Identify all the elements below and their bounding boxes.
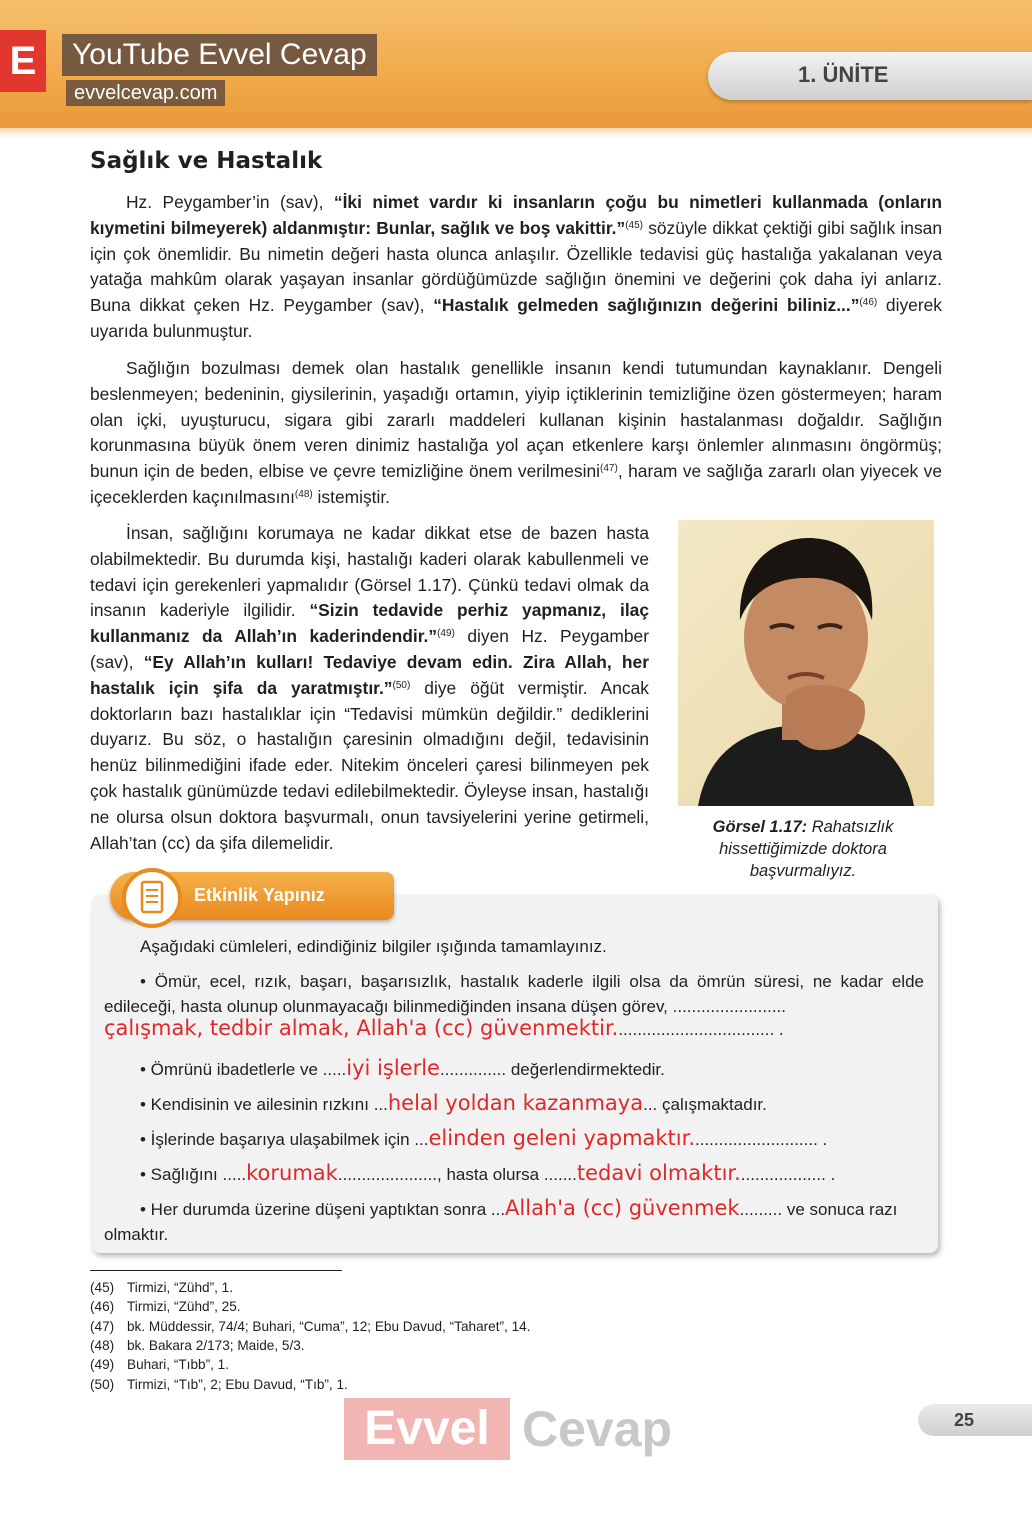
- footnote-50: (50) Tirmizi, “Tıb”, 2; Ebu Davud, “Tıb”, 1.: [90, 1377, 348, 1392]
- boy-photo: [678, 520, 934, 806]
- p1-ref-46: (46): [859, 297, 878, 309]
- item1-text: • Ömür, ecel, rızık, başarı, başarısızlık, hastalık kaderle ilgili olsa da ömrün süresi, ne kadar elde edileceği, hasta olunup olunmayacağı bilinmediğinden insana düşen görev, ........................: [104, 972, 924, 1016]
- item5-answer-2: tedavi olmaktır.: [576, 1161, 741, 1185]
- activity-item-6: • Her durumda üzerine düşeni yaptıktan sonra ...Allah'a (cc) güvenmek......... ve sonuca razı olmaktır.: [104, 1196, 898, 1244]
- section-title: Sağlık ve Hastalık: [90, 148, 323, 174]
- watermark-grey-text: Cevap: [522, 1401, 673, 1457]
- logo-url: evvelcevap.com: [66, 80, 225, 106]
- item5-text-a: • Sağlığını: [140, 1165, 223, 1184]
- paragraph-1: [90, 190, 942, 345]
- caption-label: Görsel 1.17:: [712, 818, 808, 836]
- p1-text-2: sözüyle dikkat çektiği gibi sağlık insan için çok önemlidir. Bu nimetin değeri hasta olunca anlaşılır. Özellikle tedavisi güç hastalığa yakalanan veya yatağa mahkûm olarak yaşayan insanlar gördüğümüzde sağlığın önemini ve değerini çok daha iyi anlarız. Buna dikkat çeken Hz. Peygamber (sav),: [90, 217, 942, 316]
- item2-text-a: • Ömrünü ibadetlerle ve: [140, 1060, 323, 1079]
- item3-text-a: • Kendisinin ve ailesinin rızkını: [140, 1095, 374, 1114]
- footnote-45: (45) Tirmizi, “Zühd”, 1.: [90, 1280, 233, 1295]
- p3-ref-50: (50): [392, 679, 411, 691]
- item6-answer: Allah'a (cc) güvenmek: [505, 1196, 740, 1220]
- p2-ref-47: (47): [600, 463, 618, 475]
- activity-item-1-answer-line: [104, 1016, 924, 1042]
- p1-ref-45: (45): [625, 219, 643, 231]
- evvel-logo-icon: E: [0, 30, 46, 92]
- p1-hadith-2: “Hastalık gelmeden sağlığınızın değerini biliniz...”: [433, 295, 860, 316]
- p1-hadith-1: “İki nimet vardır ki insanların çoğu bu nimetleri kullanmada (onların kıymetini bilmeyerek) aldanmıştır: Bunlar, sağlık ve boş vakittir.”: [90, 192, 942, 238]
- item2-answer: iyi işlerle: [346, 1056, 440, 1080]
- p2-text-2: , haram ve sağlığa zararlı olan yiyecek ve içeceklerden kaçınılmasını: [90, 461, 942, 507]
- watermark-red-text: Evvel: [344, 1398, 510, 1460]
- p2-text-3: istemiştir.: [312, 486, 391, 507]
- p1-text-1: Hz. Peygamber’in (sav),: [126, 192, 334, 212]
- unit-badge: [708, 52, 1032, 100]
- activity-item-3: • Kendisinin ve ailesinin rızkını ...helal yoldan kazanmaya... çalışmaktadır.: [140, 1091, 767, 1115]
- activity-title: Etkinlik Yapınız: [194, 885, 325, 905]
- page-number-badge: [918, 1404, 1032, 1436]
- item6-text-a: • Her durumda üzerine düşeni yaptıktan sonra: [140, 1200, 491, 1219]
- item3-answer: helal yoldan kazanmaya: [387, 1091, 644, 1115]
- activity-item-2: • Ömrünü ibadetlerle ve .....iyi işlerle.............. değerlendirmektedir.: [140, 1056, 665, 1080]
- p3-hadith-2: “Ey Allah’ın kulları! Tedaviye devam edin. Zira Allah, her hastalık için şifa da yaratmıştır.”: [90, 651, 649, 698]
- notepad-icon: [122, 868, 182, 928]
- p2-text-1: Sağlığın bozulması demek olan hastalık genellikle insanın kendi tutumundan kaynaklanır. Dengeli beslenmeyen; bedeninin, giysilerinin, yaşadığı ortamın, yiyip içtiklerinin temizliğine özen göstermeyen; haram olan içki, uyuşturucu, sigara gibi zararlı maddeleri kullanan kişinin hastalanması doğaldır. Sağlığın korunmasına büyük önem veren dinimiz hastalığa yol açan etkenlere karşı önlemler alınmasını öngörmüş; bunun için de beden, elbise ve çevre temizliğine önem verilmesini: [90, 358, 942, 482]
- page-number: 25: [954, 1410, 975, 1430]
- p3-hadith-1: “Sizin tedavide perhiz yapmanız, ilaç kullanmanız da Allah’ın kaderindendir.”: [90, 600, 649, 647]
- item4-text-a: • İşlerinde başarıya ulaşabilmek için: [140, 1130, 415, 1149]
- footnote-47: (47) bk. Müddessir, 74/4; Buhari, “Cuma”, 12; Ebu Davud, “Taharet”, 14.: [90, 1319, 531, 1334]
- header-divider: [0, 128, 1032, 138]
- footnote-48: (48) bk. Bakara 2/173; Maide, 5/3.: [90, 1338, 305, 1353]
- footnote-49: (49) Buhari, “Tıbb”, 1.: [90, 1357, 229, 1372]
- item5-text-b: , hasta olursa: [437, 1165, 544, 1184]
- item6-text-b: ve sonuca razı olmaktır.: [104, 1200, 898, 1244]
- activity-intro: Aşağıdaki cümleleri, edindiğiniz bilgiler ışığında tamamlayınız.: [140, 937, 607, 956]
- notepad-svg: [126, 872, 178, 924]
- image-caption: [690, 816, 916, 882]
- p3-text-1: İnsan, sağlığını korumaya ne kadar dikkat etse de bazen hasta olabilmektedir. Bu durumda kişi, hastalığı kaderi olarak kabullenmeli ve tedavi için gerekenleri yapmalıdır (Görsel 1.17). Çünkü tedavi olmak da insanın kaderiyle ilgilidir.: [90, 523, 649, 621]
- item4-text-b: .: [817, 1130, 828, 1149]
- item2-text-b: değerlendirmektedir.: [506, 1060, 665, 1079]
- activity-item-1: [104, 969, 924, 1019]
- item4-answer: elinden geleni yapmaktır.: [428, 1126, 696, 1150]
- item3-text-b: çalışmaktadır.: [657, 1095, 767, 1114]
- paragraph-2: [90, 356, 942, 511]
- activity-item-4: • İşlerinde başarıya ulaşabilmek için ...elinden geleni yapmaktır........................... .: [140, 1126, 828, 1150]
- p3-text-3: diye öğüt vermiştir. Ancak doktorların bazı hastalıklar için “Tedavisi mümkün değildir.” dediklerini duyarız. Bu söz, o hastalığın çaresinin olmadığını değil, tedavisinin henüz bilinmediğini ifade eder. Nitekim önceleri çaresi bilinmeyen pek çok hastalık günümüzde tedavi edilebilmektedir. Öyleyse insan, hastalığı ne olursa olsun doktora başvurmalı, onun tavsiyelerini yerine getirmeli, Allah’tan (cc) da şifa dilemelidir.: [90, 677, 649, 853]
- p1-text-3: diyerek uyarıda bulunmuştur.: [90, 295, 942, 341]
- p3-text-2: diyen Hz. Peygamber (sav),: [90, 626, 649, 672]
- logo-title: YouTube Evvel Cevap: [62, 34, 377, 76]
- sick-boy-illustration: [678, 520, 934, 806]
- item1-answer: çalışmak, tedbir almak, Allah'a (cc) güvenmektir.: [104, 1016, 619, 1040]
- footnote-46: (46) Tirmizi, “Zühd”, 25.: [90, 1299, 241, 1314]
- caption-text: Rahatsızlık hissettiğimizde doktora başvurmalıyız.: [719, 818, 894, 880]
- item1-dots: ................................. .: [618, 1020, 784, 1039]
- footnote-divider: [90, 1270, 342, 1271]
- paragraph-3: [90, 521, 649, 856]
- p3-ref-49: (49): [437, 628, 455, 640]
- item5-answer-1: korumak: [246, 1161, 338, 1185]
- activity-item-5: • Sağlığını .....korumak....................., hasta olursa .......tedavi olmaktır................... .: [140, 1161, 836, 1185]
- p2-ref-48: (48): [294, 488, 313, 500]
- unit-label: 1. ÜNİTE: [798, 62, 889, 87]
- item5-text-c: .: [825, 1165, 836, 1184]
